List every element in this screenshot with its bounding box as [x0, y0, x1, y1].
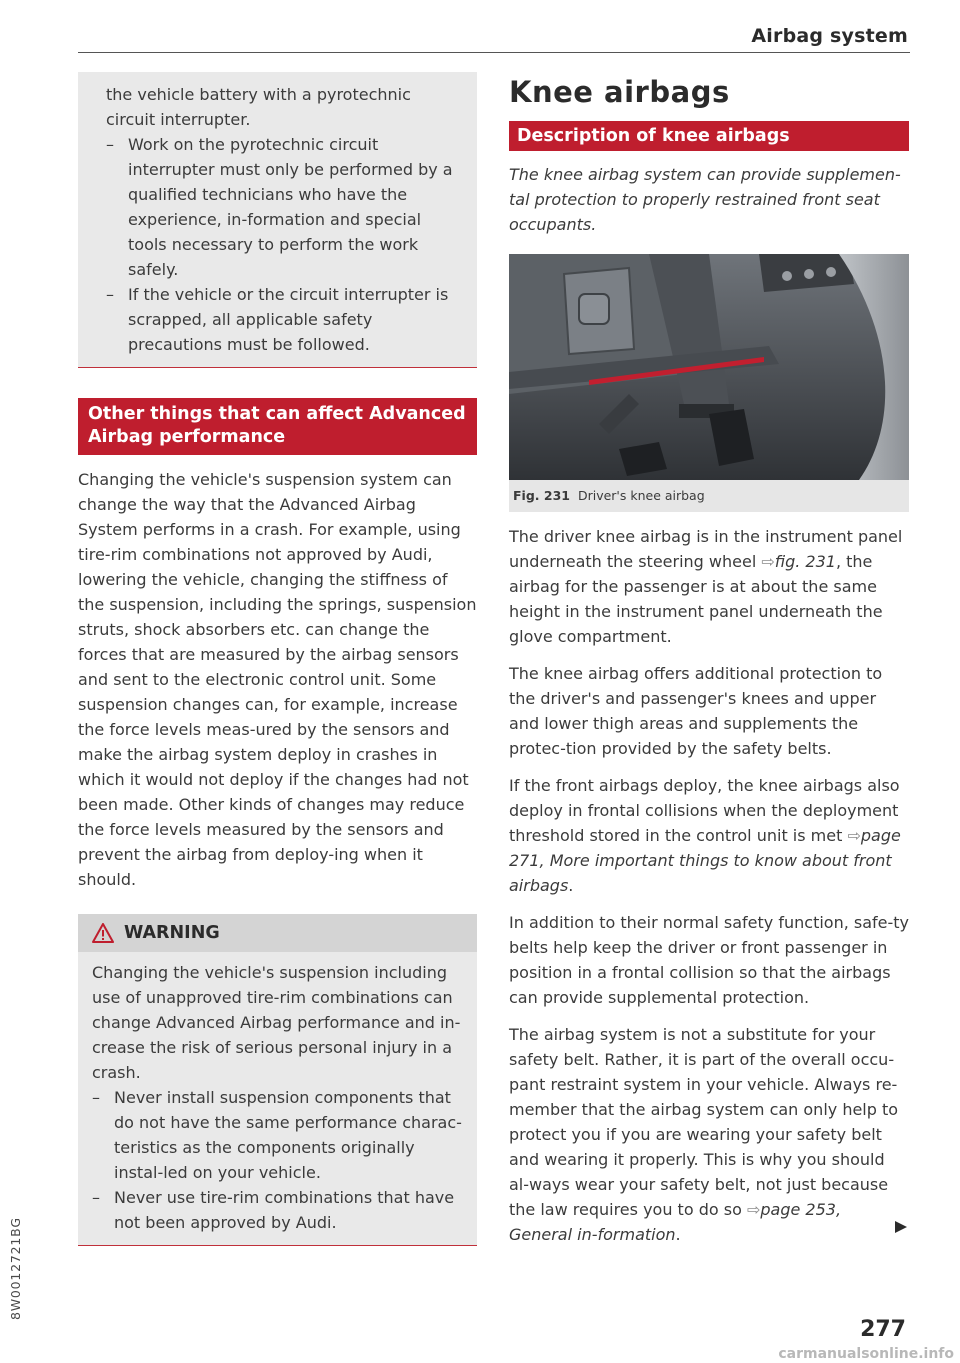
continued-warning-item: – If the vehicle or the circuit interrupter is scrapped, all applicable safety precautions must be followed. — [106, 282, 463, 357]
suspension-paragraph: Changing the vehicle's suspension system can change the way that the Advanced Airbag System performs in a crash. For example, using tire-rim combinations not approved by Audi, lowering the vehicle, changing the stiffness of the suspension, including the springs, suspension struts, shock absorbers etc. can change the forces that are measured by the airbag sensors and sent to the electronic control unit. Some suspension changes can, for example, increase the force levels meas-ured by the sensors and make the airbag system deploy in crashes in which it would not deploy if the changes had not been made. Other kinds of changes may reduce the force levels measured by the sensors and prevent the airbag from deploy-ing when it should. — [78, 470, 477, 889]
warning-item: – Never use tire-rim combinations that have not been approved by Audi. — [92, 1185, 463, 1235]
warning-list — [92, 1085, 463, 1235]
figure-reference-link[interactable]: fig. 231 — [774, 552, 836, 571]
watermark-site: carmanualsonline.info — [778, 1346, 954, 1362]
paragraph-safety-belts: In addition to their normal safety function, safe-ty belts help keep the driver or front passenger in position in a frontal collision so that the airbags can provide supplemental protection. — [509, 913, 910, 1007]
continued-warning-box — [78, 72, 477, 368]
continued-warning-item: – Work on the pyrotechnic circuit interrupter must only be performed by a qualified technicians who have the experience, in-formation and special tools necessary to perform the work safely. — [106, 132, 463, 282]
paragraph-text: The driver knee airbag is in the instrument panel underneath the steering wheel — [509, 527, 903, 571]
warning-intro: Changing the vehicle's suspension including use of unapproved tire-rim combinations can change Advanced Airbag performance and in-crease the risk of serious personal injury in a crash. — [92, 963, 461, 1082]
warning-item: – Never install suspension components that do not have the same performance charac-teristics as the components originally instal-led on your vehicle. — [92, 1085, 463, 1185]
paragraph-location — [509, 524, 909, 649]
figure-caption-text: Driver's knee airbag — [577, 488, 705, 503]
warning-triangle-icon — [92, 923, 114, 943]
paragraph-not-substitute — [509, 1022, 909, 1247]
figure — [509, 254, 909, 512]
reference-arrow-icon: ⇨ — [847, 826, 861, 845]
warning-box — [78, 914, 477, 1246]
page-reference-link[interactable]: page 253, General in-formation — [509, 1200, 842, 1244]
page-reference-link[interactable]: page 271, More important things to know about front airbags — [509, 826, 901, 895]
intro-text: The knee airbag system can provide supplemen-tal protection to properly restrained front seat occupants. — [509, 165, 901, 234]
reference-arrow-icon: ⇨ — [761, 552, 775, 571]
paragraph-deployment — [509, 773, 909, 898]
figure-caption — [509, 480, 909, 512]
header-rule — [78, 52, 910, 53]
figure-label: Fig. 231 — [513, 488, 570, 503]
main-heading: Knee airbags — [509, 75, 730, 109]
paragraph-protection: The knee airbag offers additional protection to the driver's and passenger's knees and upper and lower thigh areas and supplements the protec-tion provided by the safety belts. — [509, 664, 883, 758]
continue-arrow-icon — [894, 1220, 908, 1234]
paragraph-text: The airbag system is not a substitute for your safety belt. Rather, it is part of the overall occu-pant restraint system in your vehicle. Always re-member that the airbag system can only help to protect you if you are wearing your safety belt and wearing it properly. This is why you should al-ways wear your safety belt, not just because the law requires you to do so — [509, 1025, 899, 1219]
paragraph-end: . — [568, 876, 574, 895]
left-column — [78, 72, 477, 1246]
continued-warning-intro: the vehicle battery with a pyrotechnic circuit interrupter. — [106, 85, 411, 129]
warning-header — [78, 914, 477, 952]
paragraph-end: . — [675, 1225, 681, 1244]
continued-warning-list — [106, 132, 463, 357]
document-code: 8W0012721BG — [8, 1217, 23, 1320]
knee-airbag-illustration — [509, 254, 909, 480]
warning-label: WARNING — [124, 923, 220, 943]
paragraph-text: If the front airbags deploy, the knee airbags also deploy in frontal collisions when the deployment threshold stored in the control unit is met — [509, 776, 900, 845]
paragraph-text: , the airbag for the passenger is at about the same height in the instrument panel underneath the glove compartment. — [509, 552, 883, 646]
section-title: Other things that can affect Advanced Airbag performance — [78, 398, 477, 455]
right-column — [509, 72, 909, 1247]
warning-body — [78, 952, 477, 1245]
reference-arrow-icon: ⇨ — [746, 1200, 761, 1219]
subsection-title: Description of knee airbags — [509, 121, 909, 151]
page-header-title: Airbag system — [751, 25, 908, 47]
page-number: 277 — [860, 1317, 906, 1342]
